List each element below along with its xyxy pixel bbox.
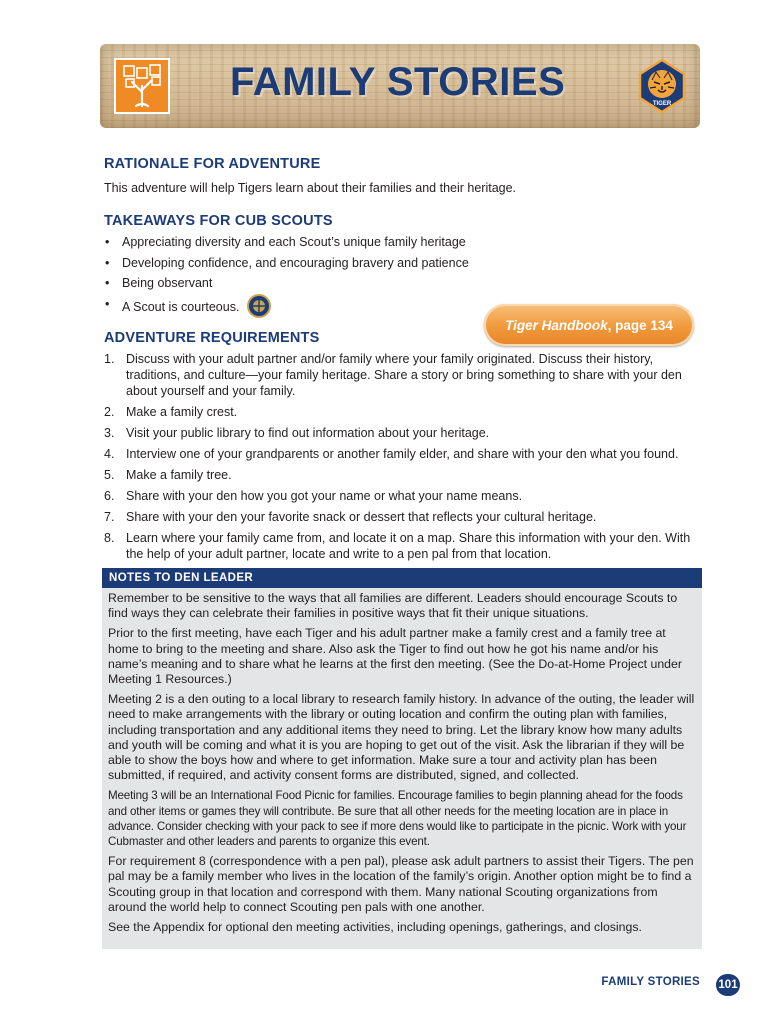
requirement-number: 1. <box>104 352 115 366</box>
requirement-text: Interview one of your grandparents or another family elder, and share with your den what you found. <box>126 447 679 461</box>
requirement-number: 8. <box>104 531 115 545</box>
family-tree-icon <box>114 58 170 114</box>
page-number: 101 <box>716 974 740 996</box>
takeaways-heading: TAKEAWAYS FOR CUB SCOUTS <box>104 213 333 229</box>
notes-paragraph: Meeting 3 will be an International Food Picnic for families. Encourage families to begin planning ahead for the foods and other items or games they will contribute. Be sure that all other needs for the meeting location are in place in advance. Consider checking with your pack to see if more dens would like to participate in the picnic. Work with your Cubmaster and other leaders and parents to organize this event. <box>108 789 687 849</box>
tiger-badge-icon <box>636 58 688 114</box>
badge-text: TIGER <box>652 101 672 107</box>
requirement-item <box>104 446 704 462</box>
requirement-item <box>104 404 704 420</box>
requirement-text: Discuss with your adult partner and/or family where your family originated. Discuss their history, traditions, and culture—your family heritage. Share a story or bring something to share with your den about yourself and your family. <box>126 352 682 398</box>
title-banner <box>100 44 700 128</box>
requirement-text: Learn where your family came from, and locate it on a map. Share this information with your den. With the help of your adult partner, locate and write to a pen pal from that location. <box>126 531 691 561</box>
requirement-number: 5. <box>104 468 115 482</box>
list-item-text: • A Scout is courteous. <box>122 299 240 314</box>
requirement-item <box>104 351 704 399</box>
rationale-text: This adventure will help Tigers learn about their families and their heritage. <box>104 181 517 195</box>
requirement-item <box>104 467 704 483</box>
requirement-number: 4. <box>104 447 115 461</box>
requirements-heading: ADVENTURE REQUIREMENTS <box>104 330 320 346</box>
notes-paragraph: For requirement 8 (correspondence with a pen pal), please ask adult partners to assist their Tigers. The pen pal may be a family member who lives in the location of the family’s origin. Another option might be to find a Scouting group in that location and correspond with them. Many national Scouting organizations from around the world help to connect Scouting pen pals with one another. <box>108 854 694 914</box>
requirement-item <box>104 509 704 525</box>
requirements-list <box>104 351 704 567</box>
notes-box <box>102 568 702 949</box>
takeaways-list <box>104 234 504 316</box>
list-item: • Being observant <box>104 275 504 296</box>
footer-section-label: FAMILY STORIES <box>601 976 700 988</box>
requirement-text: Visit your public library to find out information about your heritage. <box>126 426 490 440</box>
requirement-item <box>104 530 704 562</box>
requirement-text: Share with your den your favorite snack or dessert that reflects your cultural heritage. <box>126 510 597 524</box>
list-item <box>104 296 504 317</box>
notes-heading: NOTES TO DEN LEADER <box>102 568 702 588</box>
notes-paragraph: Remember to be sensitive to the ways that all families are different. Leaders should encourage Scouts to find ways they can celebrate their families in positive ways that fit their unique situations. <box>108 591 678 621</box>
requirement-number: 2. <box>104 405 115 419</box>
page-title: FAMILY STORIES <box>230 60 566 104</box>
scout-law-emblem-icon <box>247 294 271 318</box>
notes-paragraph: See the Appendix for optional den meeting activities, including openings, gatherings, and closings. <box>108 920 642 935</box>
list-item: • Developing confidence, and encouraging bravery and patience <box>104 255 504 276</box>
requirement-item <box>104 488 704 504</box>
requirement-text: Make a family tree. <box>126 468 232 482</box>
requirement-number: 3. <box>104 426 115 440</box>
handbook-title: Tiger Handbook <box>505 317 608 333</box>
requirement-number: 7. <box>104 510 115 524</box>
notes-paragraph: Prior to the first meeting, have each Tiger and his adult partner make a family crest and a family tree at home to bring to the meeting and share. Also ask the Tiger to find out how he got his name and/or his name’s meaning and to share what he learns at the first den meeting. (See the Do-at-Home Project under Meeting 1 Resources.) <box>108 626 682 687</box>
requirement-number: 6. <box>104 489 115 503</box>
rationale-heading: RATIONALE FOR ADVENTURE <box>104 156 321 172</box>
handbook-reference <box>484 304 694 346</box>
handbook-page: , page 134 <box>607 317 673 333</box>
notes-paragraph: Meeting 2 is a den outing to a local library to research family history. In advance of the outing, the leader will need to make arrangements with the library or outing location and confirm the outing plan with families, including transportation and any additional items they need to bring. Let the library know how many adults and youth will be coming and what it is you are hoping to get out of the visit. Ask the librarian if they will be able to show the boys how and where to get information. Make sure a tour and activity plan has been submitted, if required, and activity consent forms are distributed, signed, and collected. <box>108 692 695 783</box>
list-item: • Appreciating diversity and each Scout’s unique family heritage <box>104 234 504 255</box>
requirement-item <box>104 425 704 441</box>
requirement-text: Share with your den how you got your name or what your name means. <box>126 489 523 503</box>
requirement-text: Make a family crest. <box>126 405 238 419</box>
